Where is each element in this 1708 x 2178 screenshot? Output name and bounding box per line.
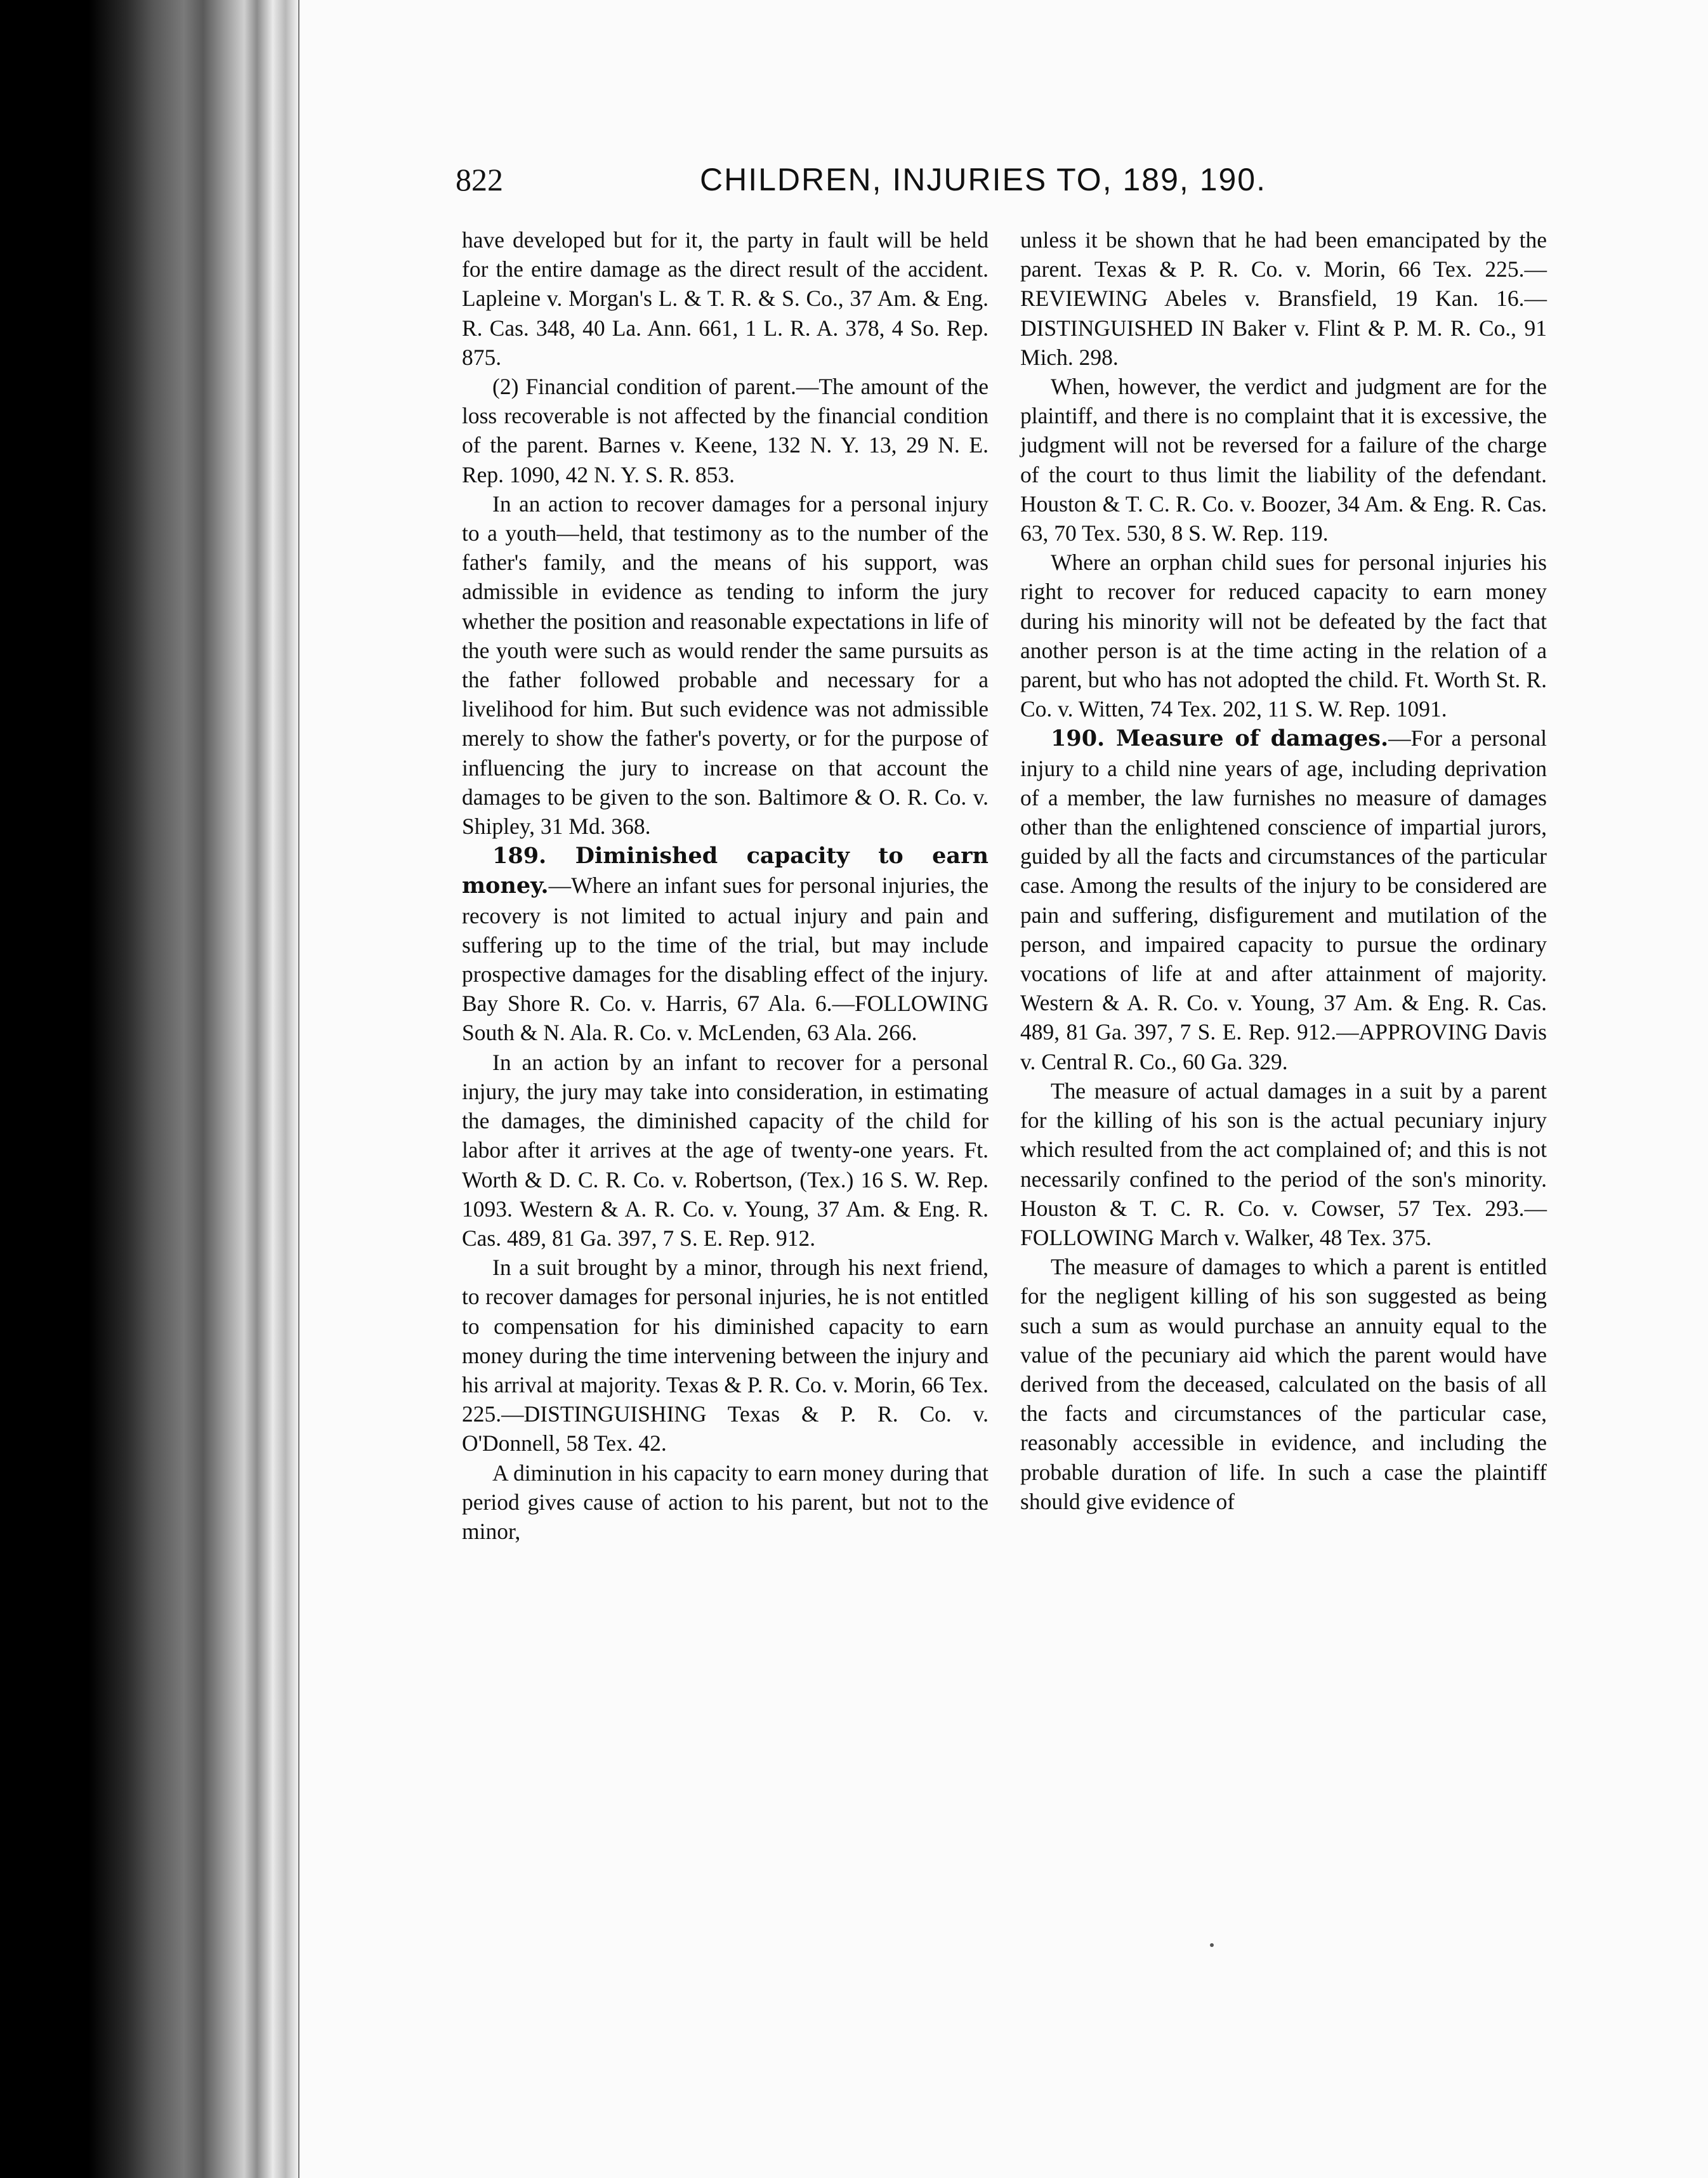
section-heading-189: 189. Diminished capacity to earn money. (462, 843, 989, 899)
paragraph: Where an orphan child sues for personal injuries his right to recover for reduced capacity to earn money during his minority will not be defeated by the fact that another person is at the time acting in the relation of a parent, but who has not adopted the child. Ft. Worth St. R. Co. v. Witten, 74 Tex. 202, 11 S. W. Rep. 1091. (1020, 550, 1547, 722)
paragraph: (2) Financial condition of parent.—The amount of the loss recoverable is not affected by the financial condition of the parent. Barnes v. Keene, 132 N. Y. 13, 29 N. E. Rep. 1090, 42 N. Y. S. R. 853. (462, 374, 989, 487)
running-header (456, 161, 1547, 206)
paragraph: The measure of actual damages in a suit by a parent for the killing of his son is the actual pecuniary injury which resulted from the act complained of; and this is not necessarily confined to the period of the son's minority. Houston & T. C. R. Co. v. Cowser, 57 Tex. 293.—FOLLOWING March v. Walker, 48 Tex. 375. (1020, 1078, 1547, 1250)
paragraph: A diminution in his capacity to earn money during that period gives cause of action to his parent, but not to the minor, (462, 1460, 989, 1544)
section-189-paragraph: 189. Diminished capacity to earn money.—Where an infant sues for personal injuries, the recovery is not limited to actual injury and pain and suffering up to the time of the trial, but may include prospective damages for the disabling effect of the injury. Bay Shore R. Co. v. Harris, 67 Ala. 6.—FOLLOWING South & N. Ala. R. Co. v. McLenden, 63 Ala. 266. (462, 843, 989, 1046)
page-number: 822 (456, 162, 503, 197)
right-column (1020, 225, 1547, 1516)
section-190-paragraph: 190. Measure of damages.—For a personal injury to a child nine years of age, including deprivation of a member, the law furnishes no measure of damages other than the enlightened conscience of impartial jurors, guided by all the facts and circumstances of the particular case. Among the results of the injury to be considered are pain and suffering, disfigurement and mutilation of the person, and impaired capacity to pursue the ordinary vocations of life at and after attainment of majority. Western & A. R. Co. v. Young, 37 Am. & Eng. R. Cas. 489, 81 Ga. 397, 7 S. E. Rep. 912.—APPROVING Davis v. Central R. Co., 60 Ga. 329. (1020, 725, 1547, 1074)
paragraph: have developed but for it, the party in fault will be held for the entire damage as the direct result of the accident. Lapleine v. Morgan's L. & T. R. & S. Co., 37 Am. & Eng. R. Cas. 348, 40 La. Ann. 661, 1 L. R. A. 378, 4 So. Rep. 875. (462, 227, 989, 370)
section-189-text: Where an infant sues for personal injuries, the recovery is not limited to actual injury and pain and suffering up to the time of the trial, but may include prospective damages for the disabling effect of the injury. Bay Shore R. Co. v. Harris, 67 Ala. 6.—FOLLOWING South & N. Ala. R. Co. v. McLenden, 63 Ala. 266. (462, 873, 989, 1046)
section-190-text: For a personal injury to a child nine years of age, including deprivation of a member, the law furnishes no measure of damages other than the enlightened conscience of impartial jurors, guided by all the facts and circumstances of the particular case. Among the results of the injury to be considered are pain and suffering, disfigurement and mutilation of the person, and impaired capacity to pursue the ordinary vocations of life at and after attainment of majority. Western & A. R. Co. v. Young, 37 Am. & Eng. R. Cas. 489, 81 Ga. 397, 7 S. E. Rep. 912.—APPROVING Davis v. Central R. Co., 60 Ga. 329. (1020, 725, 1547, 1074)
paragraph: In a suit brought by a minor, through his next friend, to recover damages for personal injuries, he is not entitled to compensation for his diminished capacity to earn money during the time intervening between the injury and his arrival at majority. Texas & P. R. Co. v. Morin, 66 Tex. 225.—DISTINGUISHING Texas & P. R. Co. v. O'Donnell, 58 Tex. 42. (462, 1255, 989, 1456)
running-title: CHILDREN, INJURIES TO, 189, 190. (700, 162, 1267, 197)
paragraph: In an action by an infant to recover for a personal injury, the jury may take into consideration, in estimating the damages, the diminished capacity of the child for labor after it arrives at the age of twenty-one years. Ft. Worth & D. C. R. Co. v. Robertson, (Tex.) 16 S. W. Rep. 1093. Western & A. R. Co. v. Young, 37 Am. & Eng. R. Cas. 489, 81 Ga. 397, 7 S. E. Rep. 912. (462, 1049, 989, 1251)
left-column (462, 225, 989, 1546)
paragraph: In an action to recover damages for a personal injury to a youth—held, that testimony as to the number of the father's family, and the means of his support, was admissible in evidence as tending to inform the jury whether the position and reasonable expectations in life of the youth were such as would render the same pursuits as the father followed probable and necessary for a livelihood for him. But such evidence was not admissible merely to show the father's poverty, or for the purpose of influencing the jury to increase on that account the damages to be given to the son. Baltimore & O. R. Co. v. Shipley, 31 Md. 368. (462, 491, 989, 840)
ink-speck (1210, 1943, 1214, 1947)
section-heading-190: 190. Measure of damages. (1051, 725, 1389, 752)
paragraph: unless it be shown that he had been emancipated by the parent. Texas & P. R. Co. v. Morin, 66 Tex. 225.—REVIEWING Abeles v. Bransfield, 19 Kan. 16.—DISTINGUISHED IN Baker v. Flint & P. M. R. Co., 91 Mich. 298. (1020, 227, 1547, 370)
paragraph: When, however, the verdict and judgment are for the plaintiff, and there is no complaint that it is excessive, the judgment will not be reversed for a failure of the charge of the court to thus limit the liability of the defendant. Houston & T. C. R. Co. v. Boozer, 34 Am. & Eng. R. Cas. 63, 70 Tex. 530, 8 S. W. Rep. 119. (1020, 374, 1547, 546)
book-binding-edge (0, 0, 298, 2178)
paragraph: The measure of damages to which a parent is entitled for the negligent killing of his son suggested as being such a sum as would purchase an annuity equal to the value of the pecuniary aid which the parent would have derived from the deceased, calculated on the basis of all the facts and circumstances of the particular case, reasonably accessible in evidence, and including the probable duration of life. In such a case the plaintiff should give evidence of (1020, 1254, 1547, 1514)
